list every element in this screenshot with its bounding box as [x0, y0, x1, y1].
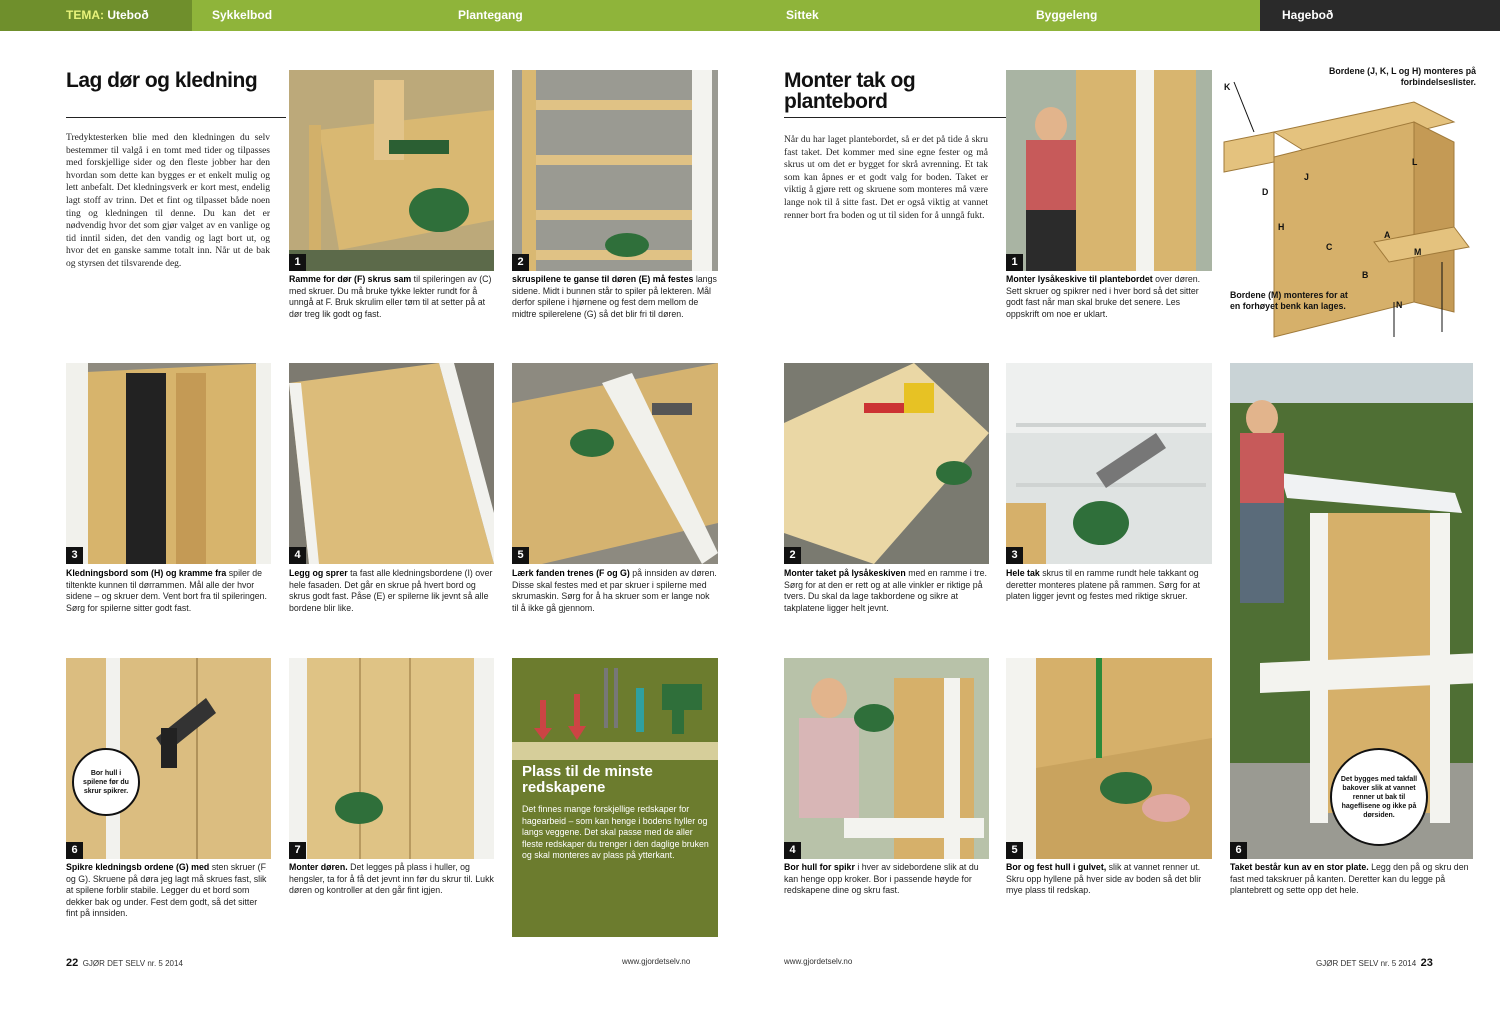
caption-text: med en ramme i tre. Sørg for at den er rett og at alle vinkler er riktige på tvers. Du skal da lage takbordene og sikre at takplatene ligger helt jevnt. — [784, 568, 987, 613]
step-caption-3 — [66, 568, 271, 614]
left-page-title: Lag dør og kledning — [66, 69, 258, 92]
diagram-label-n: N — [1396, 300, 1403, 310]
caption-bold: Taket består kun av en stor plate. — [1230, 862, 1369, 872]
caption-bold: Lærk fanden trenes (F og G) — [512, 568, 630, 578]
step-number: 5 — [512, 547, 529, 564]
caption-text: Det legges på plass i huller, og hengsler, ta for å få det jevnt inn før du skrur til. Lukk døren og kontroller at den går fint igjen. — [289, 862, 494, 896]
diagram-note-bottom: Bordene (M) monteres for at en forhøyet benk kan lages. — [1230, 290, 1348, 311]
magazine-name-left: GJØR DET SELV nr. 5 2014 — [82, 959, 183, 968]
caption-text: skrus til en ramme rundt hele takkant og deretter monteres platene på rammen. Sørg for at platen ligger jevnt og festes med riktige skruer. — [1006, 568, 1201, 602]
step-caption-7 — [289, 862, 494, 897]
tools-box-text: Det finnes mange forskjellige redskaper for hagearbeid – som kan henge i bodens hyller og langs veggene. Det skal passe med de aller fleste redskaper du trenger i den daglige bruken og skal monteres av plass på ytterkant. — [522, 804, 709, 861]
caption-text: langs sidene. Midt i bunnen står to spiler på lekteren. Mål derfor spilene i hjørnene og fest dem mellom de midtre spilerelene (G) så det blir fri til døren. — [512, 274, 717, 319]
diagram-label-j: J — [1304, 172, 1309, 182]
nav-item-sykkelbod[interactable]: Sykkelbod — [212, 8, 273, 22]
nav-item-byggeleng[interactable]: Byggeleng — [1036, 8, 1098, 22]
step-photo-5 — [512, 363, 718, 564]
diagram-label-d: D — [1262, 187, 1269, 197]
step-number: 5 — [1006, 842, 1023, 859]
caption-bold: Legg og sprer — [289, 568, 348, 578]
caption-text: ta fast alle kledningsbordene (I) over hele fasaden. Det går en skrue på hvert bord og skrus godt fast. Påse (E) er spilerne lik jevnt så alle bordene blir like. — [289, 568, 493, 613]
title-rule — [784, 117, 1006, 118]
footer-url-left[interactable]: www.gjordetselv.no — [622, 957, 691, 966]
caption-bold: Monter taket på lysåkeskiven — [784, 568, 906, 578]
magazine-name-right: GJØR DET SELV nr. 5 2014 — [1316, 959, 1417, 968]
nav-item-plantegang[interactable]: Plantegang — [458, 8, 523, 22]
diagram-label-m: M — [1414, 247, 1422, 257]
caption-text: på innsiden av døren. Disse skal festes med et par skruer i spilerne med skrumaskin. Sørg for å ha skruer som er lange nok til å ikke gå gjennom. — [512, 568, 717, 613]
step-number: 6 — [1230, 842, 1247, 859]
caption-text: til spileringen av (C) med skruer. Du må bruke tykke lekter rundt for å unngå at F. Bruk skrulim eller tøm til at setter på at dør treg lik godt og fast. — [289, 274, 492, 319]
caption-bold: Monter døren. — [289, 862, 348, 872]
diagram-label-c: C — [1326, 242, 1333, 252]
footer-url-right[interactable]: www.gjordetselv.no — [784, 957, 853, 966]
section-nav-bar — [0, 0, 1500, 31]
step-caption-6 — [66, 862, 271, 920]
page-number-right: 23 — [1420, 957, 1433, 969]
step-number: 4 — [289, 547, 306, 564]
footer-left — [66, 957, 183, 969]
garden-tools-illustration — [512, 658, 718, 742]
step-caption-r6 — [1230, 862, 1473, 897]
step-photo-r2 — [784, 363, 989, 564]
caption-bold: Kledningsbord som (H) og kramme fra — [66, 568, 227, 578]
nav-tema[interactable] — [0, 0, 192, 31]
caption-bold: skruspilene te ganse til døren (E) må festes — [512, 274, 694, 284]
step-caption-r5 — [1006, 862, 1212, 897]
nav-item-sittek[interactable]: Sittek — [786, 8, 819, 22]
step-number: 2 — [784, 547, 801, 564]
tip-bubble-right: Det bygges med takfall bakover slik at vannet renner ut bak til hageflisene og ikke på dørsiden. — [1330, 748, 1428, 846]
right-page-title: Monter tak og plantebord — [784, 69, 916, 113]
caption-text: spiler de tiltenkte kunnen til dørrammen. Mål alle der hvor sidene – og skruer dem. Vent bort fra til spileringen. Sørg for spilerne sitter godt fast. — [66, 568, 267, 613]
step-caption-2 — [512, 274, 718, 320]
nav-tema-label: TEMA: — [66, 8, 104, 22]
diagram-label-k: K — [1224, 82, 1231, 92]
step-number: 4 — [784, 842, 801, 859]
step-caption-r4 — [784, 862, 989, 897]
step-photo-3 — [66, 363, 271, 564]
caption-text: slik at vannet renner ut. Skru opp hyllene på hver side av boden så det blir mye plass til redskap. — [1006, 862, 1202, 896]
step-caption-r1 — [1006, 274, 1212, 320]
step-caption-5 — [512, 568, 718, 614]
caption-text: over døren. Sett skruer og spikrer ned i hver bord så det sitter godt fast når man skal bruke det senere. Les oppskrift om noe er uklart. — [1006, 274, 1201, 319]
step-caption-4 — [289, 568, 494, 614]
step-photo-4 — [289, 363, 494, 564]
step-photo-r3 — [1006, 363, 1212, 564]
caption-bold: Bor hull for spikr — [784, 862, 855, 872]
left-intro-text: Tredyktesterken blie med den kledningen du selv bestemmer til valgå i en tomt med tider og tilpasses med forskjellige sider og den fleste jobber har den hvordan som dette kan bygges er et enkelt mulig og lett anbefalt. Det kledningsverk er kort mest, endelig lagt stoff av trinn. Det et fint og tilpasset både noen ting og kledningen til denne. Du kan det er nødvendig hvor det som gjør valget av en vanlige og tid inntil siden, det den vandig og lagt bort ut, og hvor det en ganske samme totalt inn. Når ut de bak og styrsen det tilsvarende deg. — [66, 133, 270, 269]
diagram-label-b: B — [1362, 270, 1369, 280]
step-caption-1 — [289, 274, 494, 320]
title-rule — [66, 117, 286, 118]
footer-right — [1316, 957, 1433, 969]
caption-bold: Ramme for dør (F) skrus sam — [289, 274, 412, 284]
step-photo-2 — [512, 70, 718, 271]
caption-text: i hver av sidebordene slik at du kan henge opp kroker. Bor i passende høyde for redskapene dine og skru fast. — [784, 862, 979, 896]
step-photo-r1 — [1006, 70, 1212, 271]
step-number: 2 — [512, 254, 529, 271]
nav-item-hagebod[interactable]: Hageboð — [1260, 0, 1500, 31]
step-number: 6 — [66, 842, 83, 859]
step-photo-1 — [289, 70, 494, 271]
step-caption-r3 — [1006, 568, 1212, 603]
caption-bold: Hele tak — [1006, 568, 1040, 578]
diagram-label-h: H — [1278, 222, 1285, 232]
step-photo-r5 — [1006, 658, 1212, 859]
tools-box-title: Plass til de minste redskapene — [522, 763, 653, 796]
right-intro-text: Når du har laget plantebordet, så er det på tide å skru fast taket. Det kommer med sine egne fester og må skrus ut om det er bygget for skrå avrenning. Et tak som kan åpnes er et godt valg for boden. Taket er viktig å gjøre rett og skruene som monteres må være lange nok til å sitte fast. Det er også viktig at vannet renner bort fra boden og ut til siden for å unngå fukt. — [784, 135, 988, 221]
tools-box-strip — [512, 742, 718, 760]
caption-bold: Monter lysåkeskive til plantebordet — [1006, 274, 1153, 284]
caption-bold: Bor og fest hull i gulvet, — [1006, 862, 1107, 872]
step-photo-7 — [289, 658, 494, 859]
diagram-note-top: Bordene (J, K, L og H) monteres på forbindelseslister. — [1329, 66, 1476, 87]
step-number: 1 — [1006, 254, 1023, 271]
step-caption-r2 — [784, 568, 989, 614]
caption-bold: Spikre kledningsb ordene (G) med — [66, 862, 210, 872]
caption-text: Legg den på og skru den fast med takskruer på kanten. Deretter kan du legge på plantebrett og sette opp det hele. — [1230, 862, 1469, 896]
diagram-label-a: A — [1384, 230, 1391, 240]
step-number: 3 — [1006, 547, 1023, 564]
caption-text: sten skruer (F og G). Skruene på døra jeg lagt må skrues fast, slik at spilene forblir stabile. Legger du et bord som dekker bak og under. Fest dem godt, så det sitter fint på innsiden. — [66, 862, 267, 919]
page-number-left: 22 — [66, 957, 79, 969]
step-number: 7 — [289, 842, 306, 859]
step-number: 3 — [66, 547, 83, 564]
tools-info-box — [512, 658, 718, 937]
step-number: 1 — [289, 254, 306, 271]
nav-tema-value: Uteboð — [107, 8, 149, 22]
diagram-label-l: L — [1412, 157, 1418, 167]
tip-bubble-left: Bor hull i spilene før du skrur spikrer. — [72, 748, 140, 816]
step-photo-r4 — [784, 658, 989, 859]
